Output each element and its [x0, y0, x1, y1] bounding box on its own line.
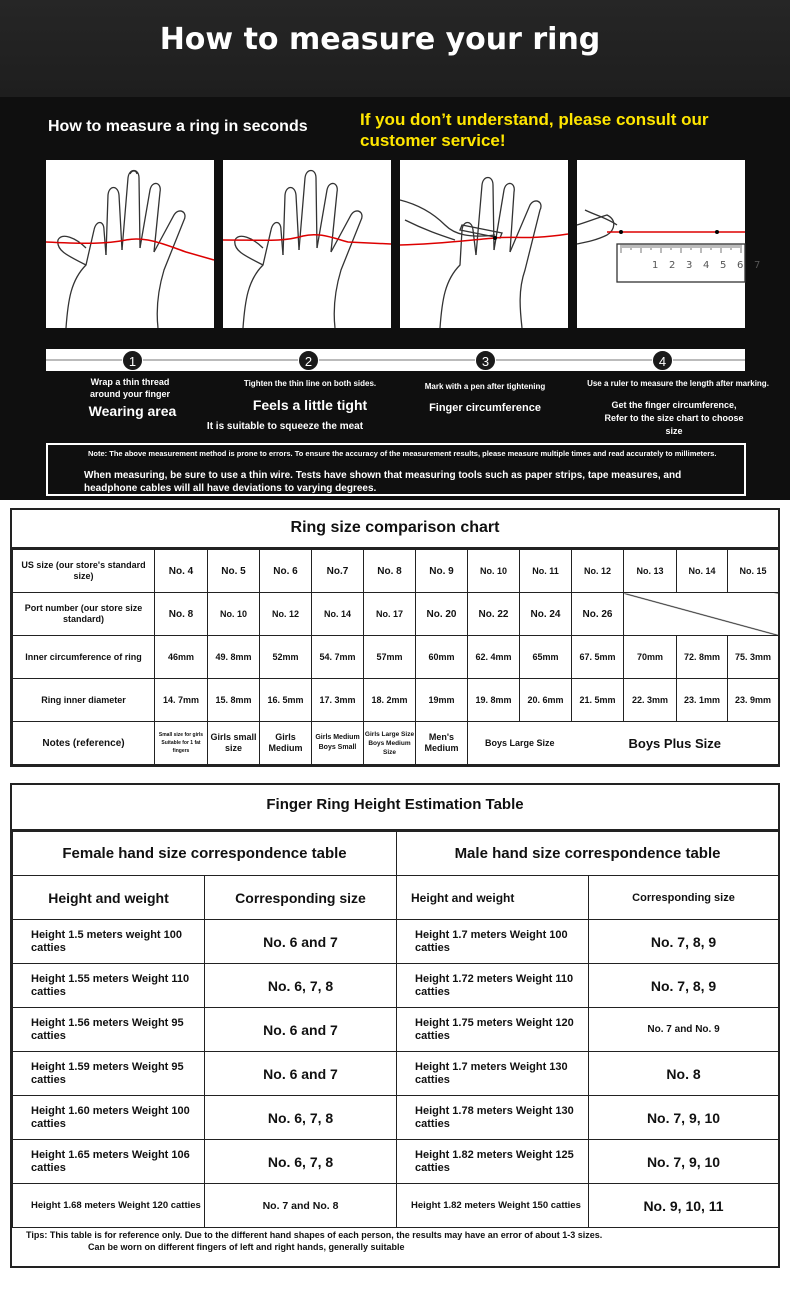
- female-size: No. 6 and 7: [205, 920, 397, 964]
- instruction-subtitle: How to measure a ring in seconds: [48, 118, 308, 135]
- table-cell: Men's Medium: [416, 722, 468, 765]
- table-cell: 19mm: [416, 679, 468, 722]
- male-section-header: Male hand size correspondence table: [397, 832, 779, 876]
- male-size: No. 7 and No. 9: [589, 1008, 779, 1052]
- female-size: No. 6 and 7: [205, 1008, 397, 1052]
- table-row: [13, 1052, 779, 1096]
- note-accuracy: Note: The above measurement method is prone to errors. To ensure the accuracy of the measurement results, please measure multiple times and read accurately to millimeters.: [88, 449, 717, 458]
- step-1-instruction: Wrap a thin thread around your finger: [89, 377, 170, 399]
- table-cell: 23. 9mm: [728, 679, 779, 722]
- step-1-badge: 1: [122, 350, 143, 371]
- table-cell: No. 12: [260, 593, 312, 636]
- illustration-wrap-thread: [46, 160, 214, 328]
- table-cell: No. 11: [520, 550, 572, 593]
- table-cell: 19. 8mm: [468, 679, 520, 722]
- male-height-weight: Height 1.7 meters Weight 130 catties: [397, 1052, 589, 1096]
- table-cell: 23. 1mm: [677, 679, 728, 722]
- table-cell: No. 8: [364, 550, 416, 593]
- female-size: No. 7 and No. 8: [205, 1184, 397, 1228]
- step-2-title: Feels a little tight: [252, 397, 368, 413]
- table-cell: [155, 722, 208, 765]
- male-height-weight: Height 1.82 meters Weight 125 catties: [397, 1140, 589, 1184]
- column-header-row: [13, 876, 779, 920]
- table-cell: No. 9: [416, 550, 468, 593]
- hand-tighten-icon: [223, 160, 391, 328]
- male-size: No. 7, 9, 10: [589, 1096, 779, 1140]
- consult-note: If you don’t understand, please consult our customer service!: [360, 110, 709, 150]
- female-height-weight: Height 1.68 meters Weight 120 catties: [13, 1184, 205, 1228]
- pen-mark-icon: [400, 160, 568, 328]
- step-1-title: Wearing area: [88, 403, 177, 419]
- female-section-header: Female hand size correspondence table: [13, 832, 397, 876]
- height-table-title: Finger Ring Height Estimation Table: [12, 785, 778, 831]
- instruction-panel: [0, 97, 790, 500]
- table-cell: No. 14: [312, 593, 364, 636]
- ruler-number: 4: [703, 260, 710, 271]
- female-size: No. 6, 7, 8: [205, 1096, 397, 1140]
- size-table: [12, 549, 779, 765]
- table-cell: 21. 5mm: [572, 679, 624, 722]
- table-cell: Girls Medium: [260, 722, 312, 765]
- female-size: No. 6, 7, 8: [205, 1140, 397, 1184]
- table-cell: Girls small size: [208, 722, 260, 765]
- row-label: Ring inner diameter: [13, 679, 155, 722]
- section-header-row: [13, 832, 779, 876]
- step-4-instruction: Use a ruler to measure the length after marking.: [587, 379, 769, 388]
- circumference-row: [13, 636, 779, 679]
- illustration-tighten: [223, 160, 391, 328]
- table-cell: Girls Medium Boys Small: [312, 722, 364, 765]
- table-cell: No. 13: [624, 550, 677, 593]
- table-row: [13, 920, 779, 964]
- step-3-badge: 3: [475, 350, 496, 371]
- empty-diagonal-cell: [624, 593, 779, 636]
- table-cell: No. 8: [155, 593, 208, 636]
- table-cell: No. 17: [364, 593, 416, 636]
- ruler-number: 2: [669, 260, 676, 271]
- table-cell: No. 12: [572, 550, 624, 593]
- female-size: No. 6 and 7: [205, 1052, 397, 1096]
- table-cell: Boys Large Size: [468, 722, 572, 765]
- male-height-weight: Height 1.75 meters Weight 120 catties: [397, 1008, 589, 1052]
- male-height-weight: Height 1.82 meters Weight 150 catties: [397, 1184, 589, 1228]
- ruler-number: 3: [686, 260, 693, 271]
- table-cell: 62. 4mm: [468, 636, 520, 679]
- table-row: [13, 1096, 779, 1140]
- ruler-number: 5: [720, 260, 727, 271]
- note-thin-wire: When measuring, be sure to use a thin wire. Tests have shown that measuring tools such as paper strips, tape measures, and headphone cables will all have deviations to varying degrees.: [84, 470, 682, 494]
- table-cell: 17. 3mm: [312, 679, 364, 722]
- step-4-title: Get the finger circumference, Refer to the size chart to choose size: [604, 400, 744, 436]
- table-cell: 57mm: [364, 636, 416, 679]
- page-title: How to measure your ring: [159, 22, 601, 57]
- table-cell: 75. 3mm: [728, 636, 779, 679]
- note-box: [46, 443, 746, 496]
- table-cell: 52mm: [260, 636, 312, 679]
- hand-thread-icon: [46, 160, 214, 328]
- table-cell: 46mm: [155, 636, 208, 679]
- table-cell: 70mm: [624, 636, 677, 679]
- ruler-number: 1: [652, 260, 659, 271]
- row-label: Notes (reference): [13, 722, 155, 765]
- table-cell: 72. 8mm: [677, 636, 728, 679]
- table-cell: No. 22: [468, 593, 520, 636]
- table-cell: No. 5: [208, 550, 260, 593]
- table-row: [13, 964, 779, 1008]
- male-size: No. 7, 8, 9: [589, 964, 779, 1008]
- illustration-mark-pen: [400, 160, 568, 328]
- male-height-weight: Height 1.72 meters Weight 110 catties: [397, 964, 589, 1008]
- table-cell: 18. 2mm: [364, 679, 416, 722]
- female-height-weight: Height 1.55 meters Weight 110 catties: [13, 964, 205, 1008]
- table-cell: No. 10: [208, 593, 260, 636]
- tips-text: [26, 1229, 766, 1253]
- table-row: [13, 1140, 779, 1184]
- diameter-row: [13, 679, 779, 722]
- tips-line-2: Can be worn on different fingers of left and right hands, generally suitable: [88, 1242, 405, 1252]
- column-header: Height and weight: [397, 876, 589, 920]
- step-1-extra: It is suitable to squeeze the meat: [206, 421, 364, 432]
- column-header: Height and weight: [13, 876, 205, 920]
- tips-line-1: Tips: This table is for reference only. Due to the different hand shapes of each person, the results may have an error of about 1-3 sizes.: [26, 1230, 603, 1240]
- note-text: Small size for girls: [158, 732, 204, 738]
- male-size: No. 7, 8, 9: [589, 920, 779, 964]
- table-cell: Girls Large Size Boys Medium Size: [364, 722, 416, 765]
- row-label: Port number (our store size standard): [13, 593, 155, 636]
- table-cell: 22. 3mm: [624, 679, 677, 722]
- step-2-instruction: Tighten the thin line on both sides.: [243, 379, 377, 388]
- table-cell: No. 24: [520, 593, 572, 636]
- row-label: US size (our store's standard size): [13, 550, 155, 593]
- table-cell: 14. 7mm: [155, 679, 208, 722]
- male-height-weight: Height 1.7 meters Weight 100 catties: [397, 920, 589, 964]
- column-header: Corresponding size: [205, 876, 397, 920]
- table-cell: 54. 7mm: [312, 636, 364, 679]
- note-text: Suitable for 1 fat fingers: [161, 740, 201, 754]
- step-progress-bar: [46, 349, 745, 371]
- notes-row: [13, 722, 779, 765]
- table-cell: 20. 6mm: [520, 679, 572, 722]
- port-number-row: [13, 593, 779, 636]
- female-height-weight: Height 1.65 meters Weight 106 catties: [13, 1140, 205, 1184]
- step-3-instruction: Mark with a pen after tightening: [424, 382, 546, 391]
- table-cell: No. 20: [416, 593, 468, 636]
- column-header: Corresponding size: [589, 876, 779, 920]
- header-band: [0, 0, 790, 97]
- size-chart-title: Ring size comparison chart: [12, 510, 778, 549]
- female-height-weight: Height 1.5 meters weight 100 catties: [13, 920, 205, 964]
- row-label: Inner circumference of ring: [13, 636, 155, 679]
- table-cell: No. 6: [260, 550, 312, 593]
- height-table: [12, 831, 779, 1228]
- table-cell: 65mm: [520, 636, 572, 679]
- female-height-weight: Height 1.60 meters Weight 100 catties: [13, 1096, 205, 1140]
- male-size: No. 7, 9, 10: [589, 1140, 779, 1184]
- male-size: No. 8: [589, 1052, 779, 1096]
- table-cell: 16. 5mm: [260, 679, 312, 722]
- female-height-weight: Height 1.56 meters Weight 95 catties: [13, 1008, 205, 1052]
- male-height-weight: Height 1.78 meters Weight 130 catties: [397, 1096, 589, 1140]
- table-cell: 60mm: [416, 636, 468, 679]
- height-estimation-table: [10, 783, 780, 1268]
- size-chart: [10, 508, 780, 767]
- table-row: [13, 1008, 779, 1052]
- step-4-badge: 4: [652, 350, 673, 371]
- step-line: [46, 359, 745, 361]
- table-cell: No. 4: [155, 550, 208, 593]
- table-cell: No. 15: [728, 550, 779, 593]
- table-cell: 15. 8mm: [208, 679, 260, 722]
- us-size-row: [13, 550, 779, 593]
- step-2-badge: 2: [298, 350, 319, 371]
- ruler-number: 7: [754, 260, 761, 271]
- male-size: No. 9, 10, 11: [589, 1184, 779, 1228]
- female-size: No. 6, 7, 8: [205, 964, 397, 1008]
- table-row: [13, 1184, 779, 1228]
- ruler-number: 6: [737, 260, 744, 271]
- female-height-weight: Height 1.59 meters Weight 95 catties: [13, 1052, 205, 1096]
- illustration-ruler: [577, 160, 761, 328]
- table-cell: 67. 5mm: [572, 636, 624, 679]
- table-cell: 49. 8mm: [208, 636, 260, 679]
- table-cell: No. 26: [572, 593, 624, 636]
- table-cell: No. 10: [468, 550, 520, 593]
- table-cell: No. 14: [677, 550, 728, 593]
- table-cell: Boys Plus Size: [572, 722, 779, 765]
- table-cell: No.7: [312, 550, 364, 593]
- ruler-icon: [577, 160, 761, 328]
- step-3-title: Finger circumference: [429, 402, 541, 414]
